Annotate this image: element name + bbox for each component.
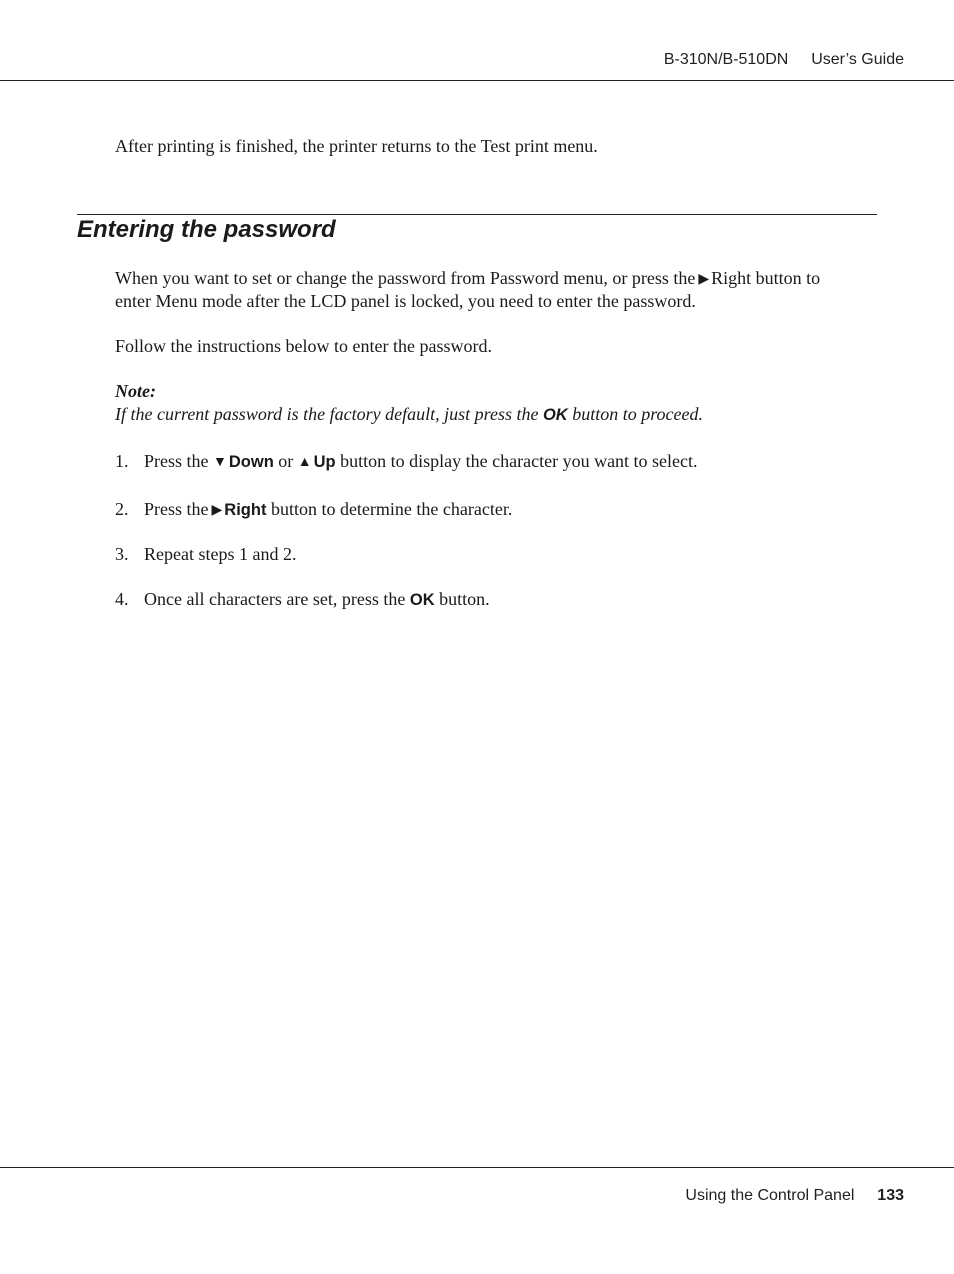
step-1-press: Press the xyxy=(144,451,209,471)
step-1 xyxy=(115,450,129,473)
para1-text-b: Right button to xyxy=(711,268,821,288)
footer-rule xyxy=(0,1167,954,1168)
step-1-rest: button to display the character you want to select. xyxy=(340,451,698,471)
right-triangle-icon: ▶ xyxy=(211,503,223,518)
step-number: 4. xyxy=(115,589,129,609)
step-number: 1. xyxy=(115,451,129,471)
step-3-text: Repeat steps 1 and 2. xyxy=(144,544,297,564)
step-1-or: or xyxy=(278,451,294,471)
para1-text-a: When you want to set or change the password from Password menu, or press the xyxy=(115,268,696,288)
right-button-label: Right xyxy=(224,501,267,519)
step-2-press: Press the xyxy=(144,499,209,519)
step-1-text xyxy=(144,450,698,474)
step-2-text xyxy=(144,498,512,522)
running-header xyxy=(664,49,904,71)
instructions-paragraph: Follow the instructions below to enter the password. xyxy=(115,336,492,356)
footer-section: Using the Control Panel xyxy=(685,1187,855,1204)
section-title: Entering the password xyxy=(77,216,336,243)
step-2 xyxy=(115,498,129,521)
running-footer xyxy=(685,1185,904,1207)
step-4-text-a: Once all characters are set, press the xyxy=(144,589,406,609)
step-number: 2. xyxy=(115,499,129,519)
step-4-text xyxy=(144,588,490,612)
down-triangle-icon: ▼ xyxy=(213,455,227,470)
down-button-label: Down xyxy=(228,453,274,471)
note-text-b: button to proceed. xyxy=(572,404,704,424)
intro-paragraph: After printing is finished, the printer returns to the Test print menu. xyxy=(115,136,598,156)
step-4 xyxy=(115,588,129,611)
page-number: 133 xyxy=(877,1187,904,1204)
header-guide: User’s Guide xyxy=(811,51,904,68)
note-text xyxy=(115,403,703,427)
header-model: B-310N/B-510DN xyxy=(663,51,789,68)
note-text-a: If the current password is the factory default, just press the xyxy=(115,404,539,424)
right-triangle-icon: ▶ xyxy=(698,272,710,287)
step-4-text-b: button. xyxy=(439,589,490,609)
step-2-rest: button to determine the character. xyxy=(270,499,513,519)
ok-button-label: OK xyxy=(542,406,568,424)
note-label: Note: xyxy=(115,381,156,401)
up-button-label: Up xyxy=(313,453,336,471)
header-rule xyxy=(0,80,954,81)
password-paragraph-line1 xyxy=(115,267,820,291)
password-paragraph-line2: enter Menu mode after the LCD panel is locked, you need to enter the password. xyxy=(115,291,696,311)
step-3 xyxy=(115,543,129,566)
ok-button-label: OK xyxy=(409,591,435,609)
step-number: 3. xyxy=(115,544,129,564)
up-triangle-icon: ▲ xyxy=(297,455,312,470)
